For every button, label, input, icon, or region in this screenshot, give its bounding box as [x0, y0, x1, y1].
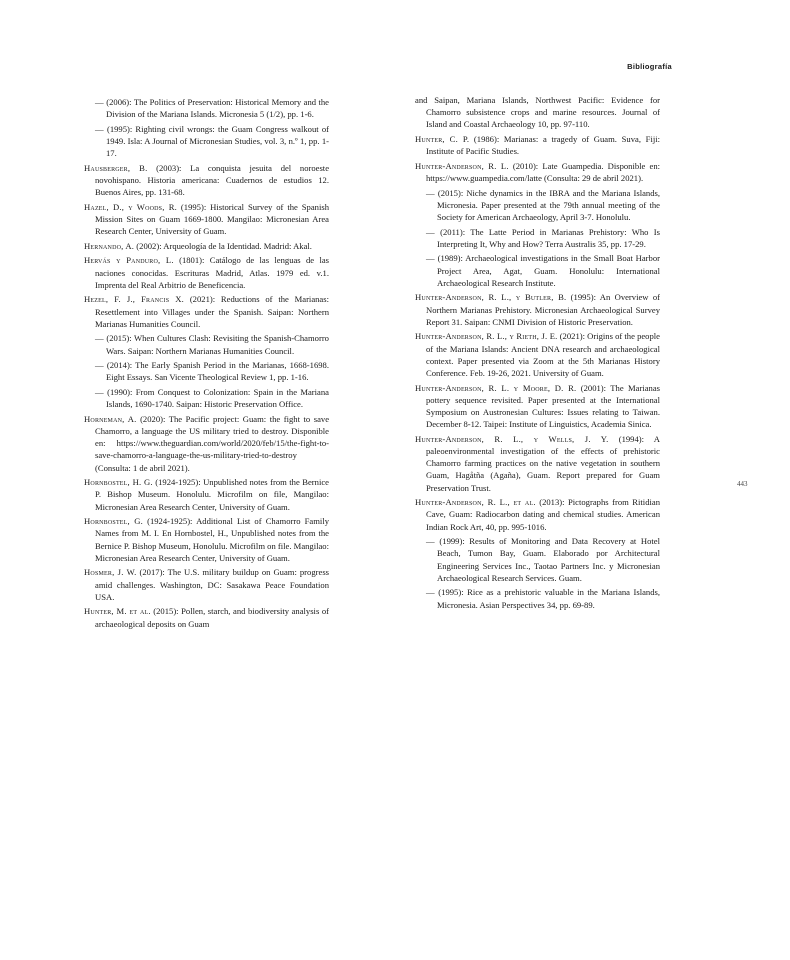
entry-text: (1994): A paleoenvironmental investigation of the effects of prehistoric Chamorro farming practices on the native vegetation in southern Guam, Hagåtña (Agaña), Guam. Report prepared for Guam Preservation Trust.: [426, 433, 660, 493]
bibliography-entry: [415, 187, 660, 224]
entry-author: —: [426, 536, 435, 547]
bibliography-column-right: [415, 94, 660, 613]
entry-author: Horneman, A.: [84, 413, 137, 424]
running-head: Bibliografía: [627, 62, 672, 71]
bibliography-entry: [84, 96, 329, 120]
bibliography-entry: [415, 160, 660, 184]
entry-author: —: [426, 226, 435, 237]
entry-text: and Saipan, Mariana Islands, Northwest Pacific: Evidence for Chamorro subsistence crops and marine resources. Journal of Island and Coastal Archaeology 10, pp. 97-110.: [415, 95, 660, 130]
entry-text: (2011): The Latte Period in Marianas Prehistory: Who Is Interpreting It, Why and How? Terra Australis 35, pp. 17-29.: [437, 226, 660, 249]
bibliography-entry: [415, 252, 660, 289]
bibliography-entry: [84, 359, 329, 383]
entry-text: (2003): La conquista jesuita del noroeste novohispano. Historia americana: Cuadernos de estudios 12. Buenos Aires, pp. 131-68.: [95, 162, 330, 198]
entry-author: —: [95, 386, 104, 397]
entry-author: Hunter-Anderson, R. L., y Butler, B.: [415, 292, 567, 303]
entry-author: —: [426, 253, 435, 264]
entry-text: (1989): Archaeological investigations in the Small Boat Harbor Project Area, Agat, Guam. Honolulu: International Archaeological Research Institute.: [437, 253, 660, 288]
bibliography-entry: [415, 133, 660, 157]
entry-author: —: [426, 187, 435, 198]
entry-text: (1990): From Conquest to Colonization: Spain in the Mariana Islands, 1690-1740. Saipan: Historic Preservation Office.: [106, 386, 329, 410]
bibliography-entry: [415, 433, 660, 494]
entry-author: —: [426, 587, 435, 598]
entry-author: Hunter, M. et al.: [84, 606, 151, 617]
entry-author: Hornbostel, G.: [84, 516, 143, 527]
entry-text: (1995): Historical Survey of the Spanish Mission Sites on Guam 1669-1800. Mangilao: Micronesian Area Research Center, University of Guam.: [95, 201, 329, 237]
bibliography-entry: [415, 226, 660, 250]
bibliography-entry: [415, 291, 660, 328]
entry-author: —: [95, 360, 104, 371]
entry-text: (1924-1925): Unpublished notes from the Bernice P. Bishop Museum. Honolulu. Microfilm on file, Mangilao: Micronesian Area Research Center, University of Guam.: [95, 477, 329, 512]
entry-author: —: [95, 97, 104, 107]
entry-text: (1995): Righting civil wrongs: the Guam Congress walkout of 1949. Isla: A Journal of Micronesian Studies, vol. 3, n.º 1, pp. 1-17.: [106, 123, 329, 159]
entry-author: Hausberger, B.: [84, 162, 148, 173]
entry-author: —: [95, 333, 104, 344]
entry-author: Hunter-Anderson, R. L., y Wells, J. Y.: [415, 433, 609, 444]
bibliography-column-left: [84, 96, 329, 632]
entry-author: Hunter-Anderson, R. L., y Rieth, J. E.: [415, 331, 558, 342]
entry-text: (2002): Arqueología de la Identidad. Madrid: Akal.: [136, 240, 312, 251]
entry-text: (2015): Pollen, starch, and biodiversity analysis of archaeological deposits on Guam: [95, 606, 329, 629]
bibliography-entry: [84, 476, 329, 513]
entry-author: Hezel, F. J., Francis X.: [84, 294, 185, 305]
entry-author: Hunter-Anderson, R. L.: [415, 160, 509, 171]
entry-text: (2010): Late Guampedia. Disponible en: https://www.guampedia.com/latte (Consulta: 29 de abril 2021).: [426, 160, 661, 183]
entry-author: Hunter-Anderson, R. L., et al.: [415, 497, 536, 508]
bibliography-entry: [415, 330, 660, 379]
entry-text: (2014): The Early Spanish Period in the Marianas, 1668-1698. Eight Essays. San Vicente Theological Review 1, pp. 1-16.: [106, 360, 329, 383]
bibliography-entry: [84, 332, 329, 356]
bibliography-entry: [84, 123, 329, 160]
entry-text: (2015): When Cultures Clash: Revisiting the Spanish-Chamorro Wars. Saipan: Northern Marianas Humanities Council.: [106, 333, 329, 356]
entry-author: Hornbostel, H. G.: [84, 477, 153, 488]
bibliography-entry: [84, 240, 329, 252]
entry-text: (2015): Niche dynamics in the IBRA and the Mariana Islands, Micronesia. Paper presented at the 79th annual meeting of the Society for American Archaeology, April 3-7. Honolulu.: [437, 187, 660, 222]
bibliography-entry: [415, 94, 660, 131]
entry-author: —: [95, 123, 104, 134]
entry-text: (1999): Results of Monitoring and Data Recovery at Hotel Beach, Tumon Bay, Guam. Elaborado por Architectural Engineering Services Inc., Taotao Partners Inc. y Micronesian Archaeological Research Services. Guam.: [437, 536, 660, 583]
entry-text: (2006): The Politics of Preservation: Historical Memory and the Division of the Mariana Islands. Micronesia 5 (1/2), pp. 1-6.: [106, 97, 329, 120]
bibliography-entry: [84, 605, 329, 629]
bibliography-entry: [84, 293, 329, 330]
entry-text: (2020): The Pacific project: Guam: the fight to save Chamorro, a language the US military tried to destroy. Disponible en: https://www.theguardian.com/world/2020/feb/15/the-fight-to-save-chamorro-a-language-the-us-military-tried-to-destroy (Consulta: 1 de abril 2021).: [95, 413, 330, 473]
entry-author: Hazel, D., y Woods, R.: [84, 201, 177, 212]
bibliography-entry: [84, 566, 329, 603]
bibliography-entry: [415, 382, 660, 431]
bibliography-entry: [84, 413, 329, 474]
entry-text: (1986): Marianas: a tragedy of Guam. Suva, Fiji: Institute of Pacific Studies.: [426, 134, 660, 157]
entry-text: (1924-1925): Additional List of Chamorro Family Names from M. I. En Hornbostel, H., Unpublished notes from the Bernice P. Bishop Museum, Honolulu. Microfilm on file. Mangilao: Micronesian Area Research Center, University of Guam.: [95, 516, 330, 563]
entry-author: Hervás y Panduro, L.: [84, 255, 174, 266]
bibliography-entry: [415, 535, 660, 584]
entry-text: (1995): Rice as a prehistoric valuable in the Mariana Islands, Micronesia. Asian Perspectives 34, pp. 69-89.: [437, 587, 660, 610]
bibliography-entry: [415, 496, 660, 533]
page-number: 443: [737, 480, 748, 488]
entry-author: Hunter, C. P.: [415, 134, 470, 144]
entry-author: Hunter-Anderson, R. L. y Moore, D. R.: [415, 382, 577, 393]
entry-text: (2021): Reductions of the Marianas: Resettlement into Villages under the Spanish. Saipan: Northern Marianas Humanities Council.: [95, 294, 329, 329]
entry-text: (2013): Pictographs from Ritidian Cave, Guam: Radiocarbon dating and chemical studies. American Indian Rock Art, 40, pp. 995-1016.: [426, 497, 660, 532]
entry-text: (2021): Origins of the people of the Mariana Islands: Ancient DNA research and archaeological context. Paper presented via Zoom at the 5th Marianas History Conference. Feb. 19-26, 2021. University of Guam.: [426, 331, 660, 378]
bibliography-entry: [415, 586, 660, 610]
entry-text: (2001): The Marianas pottery sequence revisited. Paper presented at the International Symposium on Austronesian Cultures: Issues relating to Taiwan. December 8-12. Taipei: Institute of Linguistics, Academia Sinica.: [426, 382, 660, 430]
entry-text: (1995): An Overview of Northern Marianas Prehistory. Micronesian Archaeological Survey Report 31. Saipan: CNMI Division of Historic Preservation.: [426, 292, 660, 327]
bibliography-entry: [84, 515, 329, 564]
bibliography-entry: [84, 386, 329, 410]
bibliography-entry: [84, 201, 329, 238]
entry-author: Hernando, A.: [84, 240, 135, 251]
entry-author: Hosmer, J. W.: [84, 567, 137, 578]
entry-text: (2017): The U.S. military buildup on Guam: progress amid challenges. Washington, DC: Sasakawa Peace Foundation USA.: [95, 567, 330, 602]
entry-text: (1801): Catálogo de las lenguas de las naciones conocidas. Escrituras Madrid, Atlas. 1979 ed. v.1. Imprenta del Real Arbitrio de Beneficencia.: [95, 255, 329, 290]
bibliography-entry: [84, 254, 329, 291]
bibliography-entry: [84, 162, 329, 199]
